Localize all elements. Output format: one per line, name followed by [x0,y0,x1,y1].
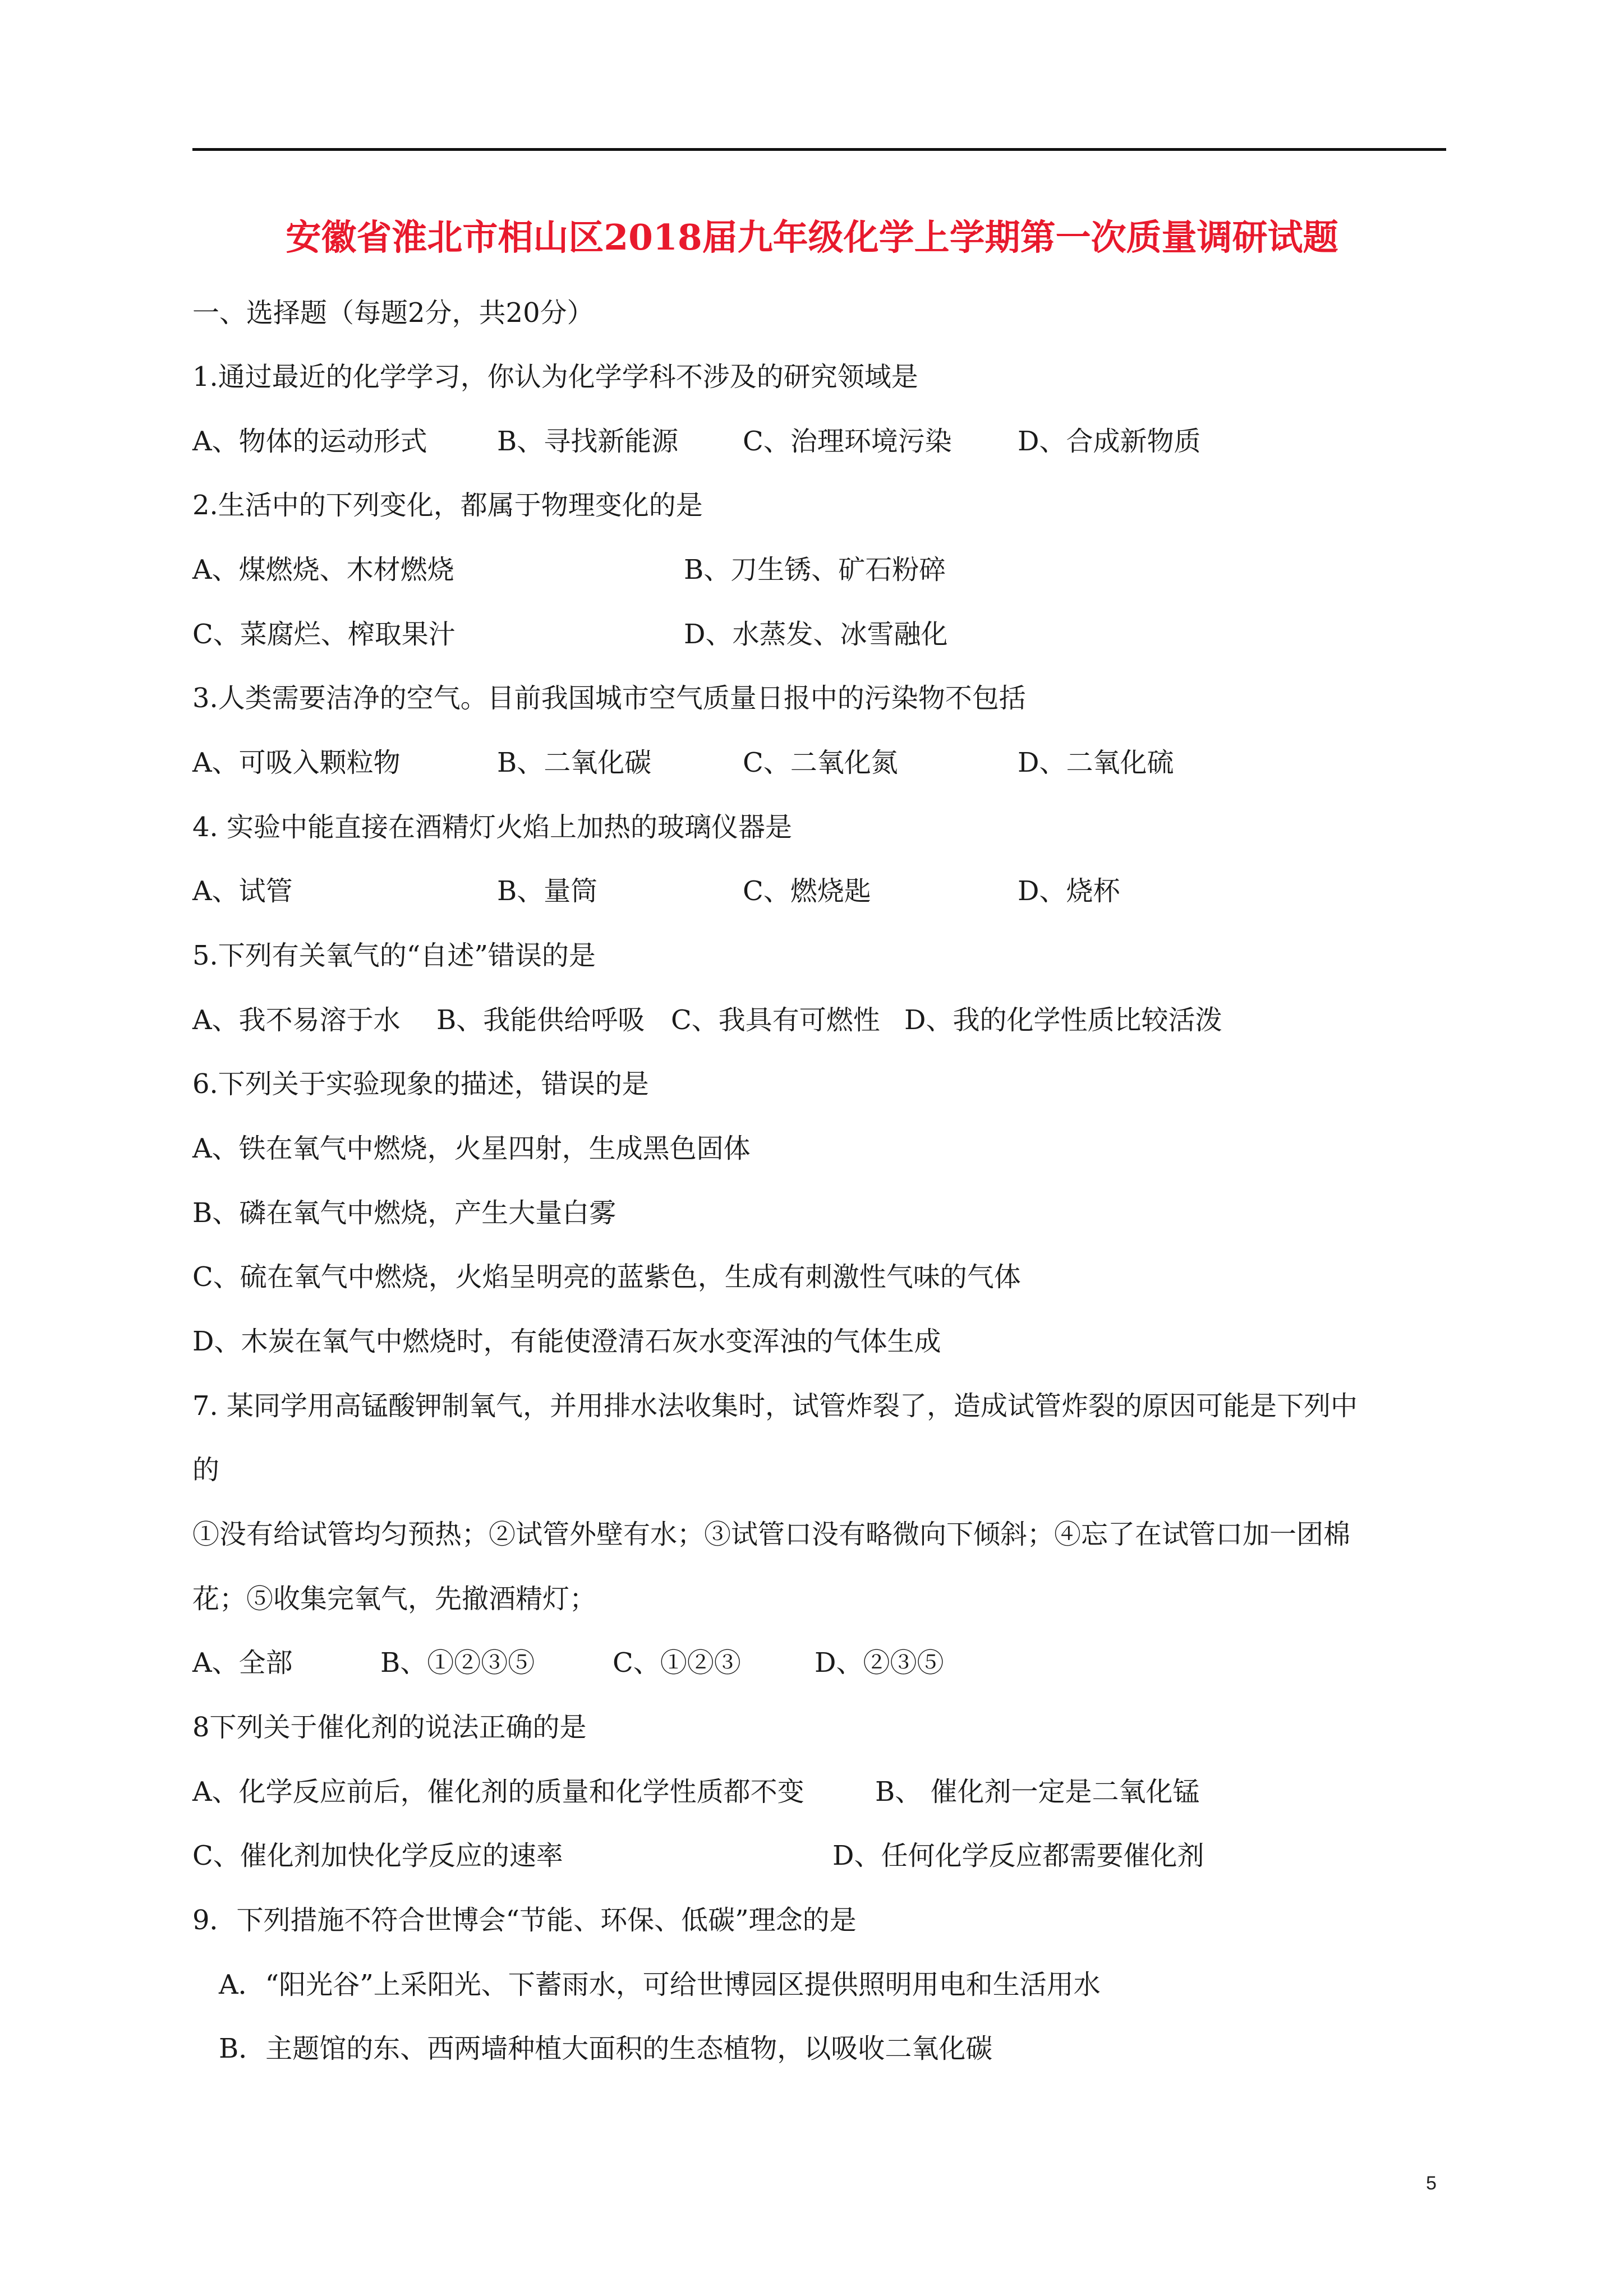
option: A．“阳光谷”上采阳光、下蓄雨水，可给世博园区提供照明用电和生活用水 [219,1969,1101,2000]
question-stem: 8下列关于催化剂的说法正确的是 [192,1712,587,1743]
option: A、可吸入颗粒物 [192,747,401,778]
option: B、磷在氧气中燃烧，产生大量白雾 [192,1197,617,1229]
option: D、②③⑤ [815,1647,944,1679]
option: D、任何化学反应都需要催化剂 [832,1840,1204,1871]
question-conditions-continued: 花；⑤收集完氧气，先撤酒精灯； [192,1583,597,1615]
section-heading: 一、选择题（每题2分，共20分） [192,297,594,329]
question-stem: 3.人类需要洁净的空气。目前我国城市空气质量日报中的污染物不包括 [192,683,1026,714]
option: A、我不易溶于水 [192,1004,401,1036]
option: C、菜腐烂、榨取果汁 [192,619,456,650]
option: A、化学反应前后，催化剂的质量和化学性质都不变 [192,1776,804,1808]
option: B．主题馆的东、西两墙种植大面积的生态植物，以吸收二氧化碳 [219,2033,993,2064]
header-rule [192,148,1446,151]
question-stem: 4. 实验中能直接在酒精灯火焰上加热的玻璃仪器是 [192,812,793,843]
option: A、全部 [192,1647,293,1679]
option: B、量筒 [497,875,598,907]
question-stem: 2.生活中的下列变化，都属于物理变化的是 [192,490,703,521]
option: B、二氧化碳 [497,747,652,778]
option: D、烧杯 [1018,875,1120,907]
option: A、铁在氧气中燃烧，火星四射，生成黑色固体 [192,1133,751,1164]
option: B、寻找新能源 [497,426,679,457]
option: C、硫在氧气中燃烧，火焰呈明亮的蓝紫色，生成有刺激性气味的气体 [192,1261,1021,1293]
option: B、我能供给呼吸 [436,1004,645,1036]
question-stem: 6.下列关于实验现象的描述，错误的是 [192,1068,649,1100]
option: D、合成新物质 [1018,426,1201,457]
page-number: 5 [1426,2173,1437,2194]
option: C、①②③ [613,1647,741,1679]
option: C、我具有可燃性 [671,1004,880,1036]
option: C、治理环境污染 [743,426,952,457]
option: D、木炭在氧气中燃烧时，有能使澄清石灰水变浑浊的气体生成 [192,1326,941,1357]
option: A、物体的运动形式 [192,426,427,457]
option: D、二氧化硫 [1018,747,1174,778]
question-conditions: ①没有给试管均匀预热；②试管外壁有水；③试管口没有略微向下倾斜；④忘了在试管口加一团棉 [192,1519,1351,1550]
option: B、刀生锈、矿石粉碎 [684,554,946,585]
question-stem: 7. 某同学用高锰酸钾制氧气，并用排水法收集时，试管炸裂了，造成试管炸裂的原因可能是下列中 [192,1390,1358,1422]
option: C、催化剂加快化学反应的速率 [192,1840,563,1871]
question-stem: 1.通过最近的化学学习，你认为化学学科不涉及的研究领域是 [192,361,918,393]
option: A、试管 [192,875,293,907]
option: A、煤燃烧、木材燃烧 [192,554,454,585]
option: C、燃烧匙 [743,875,871,907]
option: B、 催化剂一定是二氧化锰 [875,1776,1200,1808]
page-title: 安徽省淮北市相山区2018届九年级化学上学期第一次质量调研试题 [286,216,1338,258]
question-stem: 9．下列措施不符合世博会“节能、环保、低碳”理念的是 [192,1905,857,1936]
question-stem: 5.下列有关氧气的“自述”错误的是 [192,940,596,971]
option: B、①②③⑤ [380,1647,535,1679]
option: D、我的化学性质比较活泼 [904,1004,1222,1036]
option: D、水蒸发、冰雪融化 [684,619,948,650]
option: C、二氧化氮 [743,747,898,778]
question-stem-continued: 的 [192,1454,220,1486]
